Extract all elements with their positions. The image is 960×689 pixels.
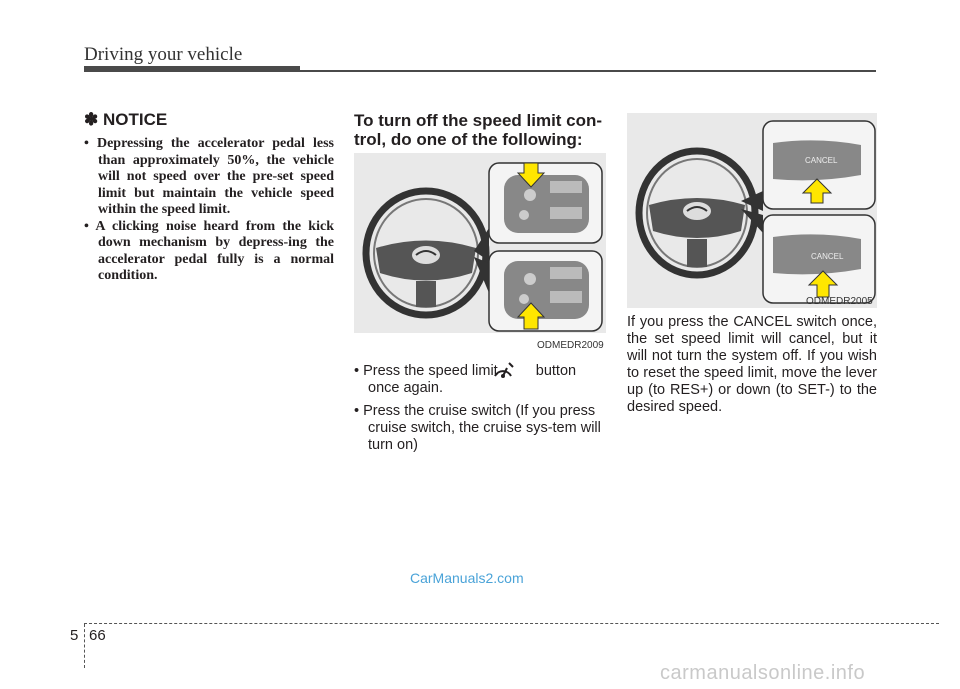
instruction-text-before: • Press the speed limit (354, 363, 498, 379)
figure-2-caption: ODMEDR2005 (806, 296, 873, 307)
cancel-label-bottom: CANCEL (811, 252, 844, 261)
site-watermark: carmanualsonline.info (660, 662, 866, 684)
header-rule-thick (84, 66, 300, 72)
cancel-label-top: CANCEL (805, 156, 838, 165)
steering-wheel-figure-2 (627, 113, 877, 308)
instruction-item-speed-limit (354, 362, 606, 397)
steering-wheel-figure-1 (354, 153, 606, 333)
footer-divider (84, 624, 85, 668)
figure-1-caption: ODMEDR2009 (537, 340, 604, 351)
instruction-list (354, 362, 606, 460)
cancel-switch-illustration (627, 113, 877, 308)
footer-rule (84, 623, 939, 624)
notice-block (84, 110, 334, 285)
instruction-item-cruise: • Press the cruise switch (If you press cruise switch, the cruise sys-tem will turn on) (354, 403, 601, 453)
speed-limit-icon (506, 362, 528, 378)
page-number: 66 (89, 627, 106, 644)
notice-item: • Depressing the accelerator pedal less than approximately 50%, the vehicle will not speed over the pre-set speed limit but maintain the vehicle speed within the speed limit. (84, 136, 334, 217)
section-heading: To turn off the speed limit con-trol, do one of the following: (354, 111, 603, 149)
steering-wheel-illustration (354, 153, 606, 333)
notice-title: ✽ NOTICE (84, 110, 168, 129)
cancel-switch-paragraph: If you press the CANCEL switch once, the set speed limit will cancel, but it will not turn the system off. If you wish to reset the speed limit, move the lever up (to RES+) or down (to SET-) to the desired speed. (627, 314, 877, 415)
speed-limit-off-section (354, 111, 606, 149)
chapter-number: 5 (70, 627, 79, 644)
instruction-text-after: button once again. (368, 363, 577, 396)
page-header-title: Driving your vehicle (84, 44, 243, 65)
notice-list (84, 136, 334, 285)
header-rule-thin (300, 70, 876, 72)
notice-item: • A clicking noise heard from the kick down mechanism by depress-ing the accelerator pedal fully is a normal condition. (84, 218, 334, 283)
watermark-link[interactable]: CarManuals2.com (410, 570, 524, 586)
